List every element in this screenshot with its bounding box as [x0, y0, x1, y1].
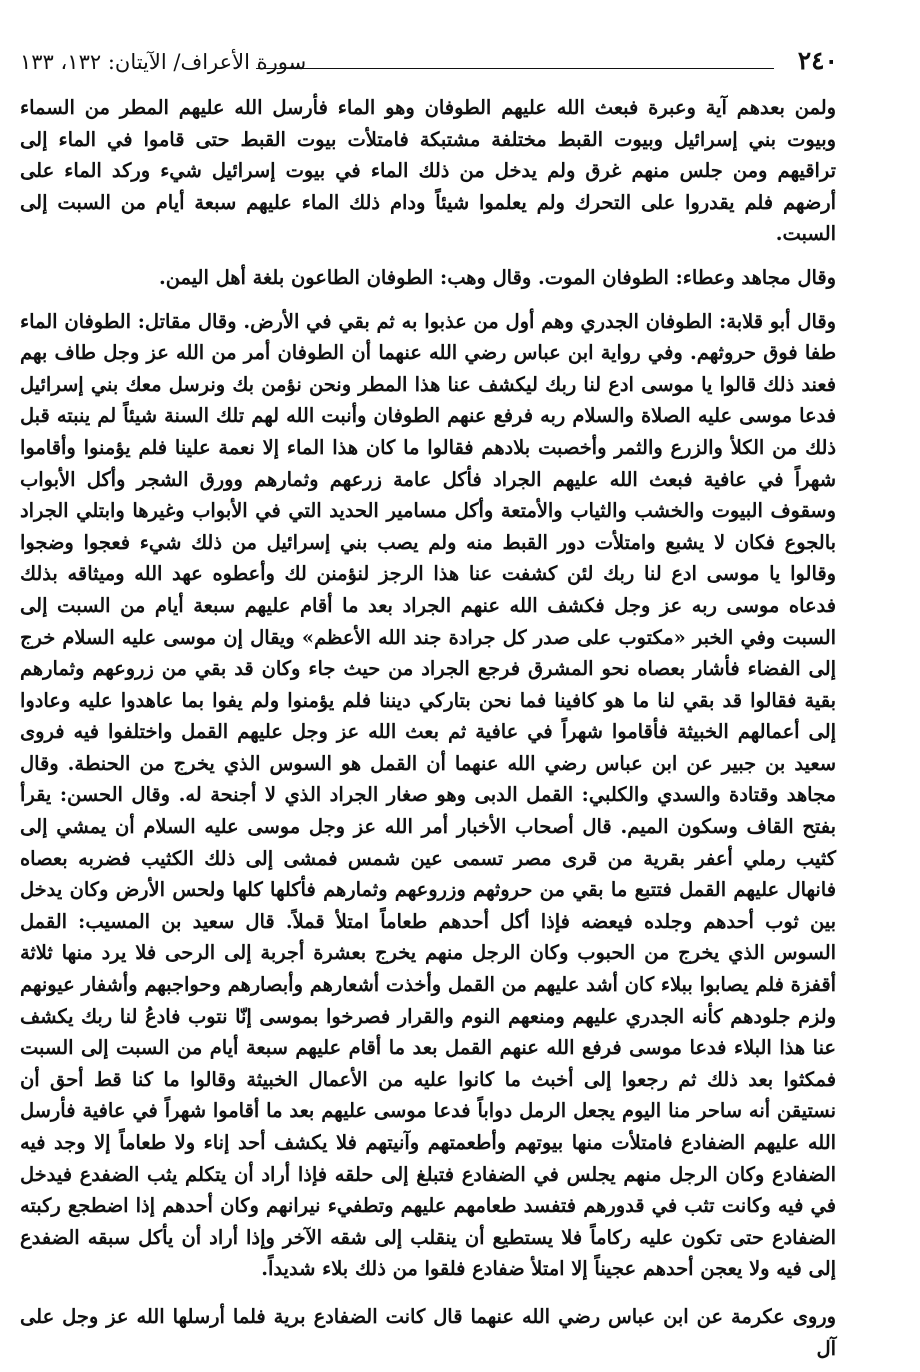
paragraph-2: وقال مجاهد وعطاء: الطوفان الموت. وقال وهب: الطوفان الطاعون بلغة أهل اليمن. [158, 265, 836, 289]
body-text [20, 92, 836, 1364]
page-header [20, 40, 838, 80]
header-rule [256, 68, 774, 69]
paragraph-4: وروى عكرمة عن ابن عباس رضي الله عنهما قال كانت الضفادع برية فلما أرسلها الله عز وجل على آل [20, 1304, 836, 1360]
running-title: سورة الأعراف/ الآيتان: ١٣٢، ١٣٣ [20, 50, 307, 74]
paragraph-3: وقال أبو قلابة: الطوفان الجدري وهم أول من عذبوا به ثم بقي في الأرض. وقال مقاتل: الطوفان الماء طفا فوق حروثهم. وفي رواية ابن عباس رضي الله عنهما أن الطوفان أمر من الله عز وجل طاف بهم فعند ذلك قالوا يا موسى ادع لنا ربك ليكشف عنا هذا المطر ونحن نؤمن بك ونرسل معك بني إسرائيل فدعا موسى عليه الصلاة والسلام ربه فرفع عنهم الطوفان وأنبت الله لهم تلك السنة شيئاً لم ينبته قبل ذلك من الكلأ والزرع والثمر وأخصبت بلادهم فقالوا ما كان هذا الماء إلا نعمة علينا فلم يؤمنوا وأقاموا شهراً في عافية فبعث الله عليهم الجراد فأكل عامة زرعهم وثمارهم وورق الشجر وأكل الأبواب وسقوف البيوت والخشب والثياب والأمتعة وأكل مسامير الحديد التي في الأبواب وغيرها وابتلي الجراد بالجوع فكان لا يشبع وامتلأت دور القبط منه ولم يصب بني إسرائيل من ذلك شيء فعجوا وضجوا وقالوا يا موسى ادع لنا ربك لئن كشفت عنا هذا الرجز لنؤمنن لك وأعطوه عهد الله وميثاقه بذلك فدعاه موسى ربه عز وجل فكشف الله عنهم الجراد بعد ما أقام عليهم سبعة أيام من السبت إلى السبت وفي الخبر «مكتوب على صدر كل جرادة جند الله الأعظم» ويقال إن موسى عليه السلام خرج إلى الفضاء فأشار بعصاه نحو المشرق فرجع الجراد من حيث جاء وكان قد بقي من زروعهم وثمارهم بقية فقالوا قد بقي لنا ما هو كافينا فما نحن بتاركي ديننا فلم يؤمنوا ولم يفوا بما عاهدوا عليه وعادوا إلى أعمالهم الخبيثة فأقاموا شهراً في عافية ثم بعث الله عز وجل عليهم القمل واختلفوا فيه فروى سعيد بن جبير عن ابن عباس رضي الله عنهما أن القمل هو السوس الذي يخرج من الحنطة. وقال مجاهد وقتادة والسدي والكلبي: القمل الدبى وهو صغار الجراد الذي لا أجنحة له. وقال الحسن: يقرأ بفتح القاف وسكون الميم. قال أصحاب الأخبار أمر الله عز وجل موسى عليه السلام أن يمشي إلى كثيب رملي أعفر بقرية من قرى مصر تسمى عين شمس فمشى إلى ذلك الكثيب فضربه بعصاه فانهال عليهم القمل فتتبع ما بقي من حروثهم وزروعهم وثمارهم فأكلها كلها ولحس الأرض وكان يدخل بين ثوب أحدهم وجلده فيعضه فإذا أكل أحدهم طعاماً امتلأ قملاً. قال سعيد بن المسيب: القمل السوس الذي يخرج من الحبوب وكان الرجل منهم يخرج بعشرة أجربة إلى الرحى فلا يرد منها ثلاثة أقفزة فلم يصابوا ببلاء كان أشد عليهم من القمل وأخذت أشعارهم وأبصارهم وحواجبهم وأشفار عيونهم ولزم جلودهم كأنه الجدري عليهم ومنعهم النوم والقرار فصرخوا بموسى إنّا نتوب فادعُ لنا ربك يكشف عنا هذا البلاء فدعا موسى فرفع الله عنهم القمل بعد ما أقام عليهم سبعة أيام من السبت إلى السبت فمكثوا بعد ذلك ثم رجعوا إلى أخبث ما كانوا عليه من الأعمال الخبيثة وقالوا ما كنا قط أحق أن نستيقن أنه ساحر منا اليوم يجعل الرمل دواباً فدعا موسى عليهم بعد ما أقاموا شهراً في عافية فأرسل الله عليهم الضفادع فامتلأت منها بيوتهم وأطعمتهم وآنيتهم فلا يكشف أحد إناء ولا طعاماً إلا وجد فيه الضفادع وكان الرجل منهم يجلس في الضفادع فتبلغ إلى حلقه فإذا أراد أن يتكلم يثب الضفدع فيدخل في فيه وكانت تثب في قدورهم فتفسد طعامهم عليهم وتطفيء نيرانهم وكان أحدهم إذا اضطجع ركبته الضفادع حتى تكون عليه ركاماً فلا يستطيع أن ينقلب إلى شقه الآخر وإذا أراد أن يأكل سبقه الضفدع إلى فيه ولا يعجن أحدهم عجيناً إلا امتلأ ضفادع فلقوا من ذلك بلاء شديداً. [20, 309, 836, 1281]
page-number: ٢٤٠ [797, 46, 838, 75]
paragraph-1: ولمن بعدهم آية وعبرة فبعث الله عليهم الطوفان وهو الماء فأرسل الله عليهم المطر من السماء وبيوت بني إسرائيل وبيوت القبط مختلفة مشتبكة فامتلأت بيوت القبط حتى قاموا في الماء إلى تراقيهم ومن جلس منهم غرق ولم يدخل من ذلك الماء في بيوت إسرائيل شيء وركد الماء على أرضهم فلم يقدروا على التحرك ولم يعلموا شيئاً ودام ذلك الماء عليهم سبعة أيام من السبت إلى السبت. [20, 96, 836, 246]
